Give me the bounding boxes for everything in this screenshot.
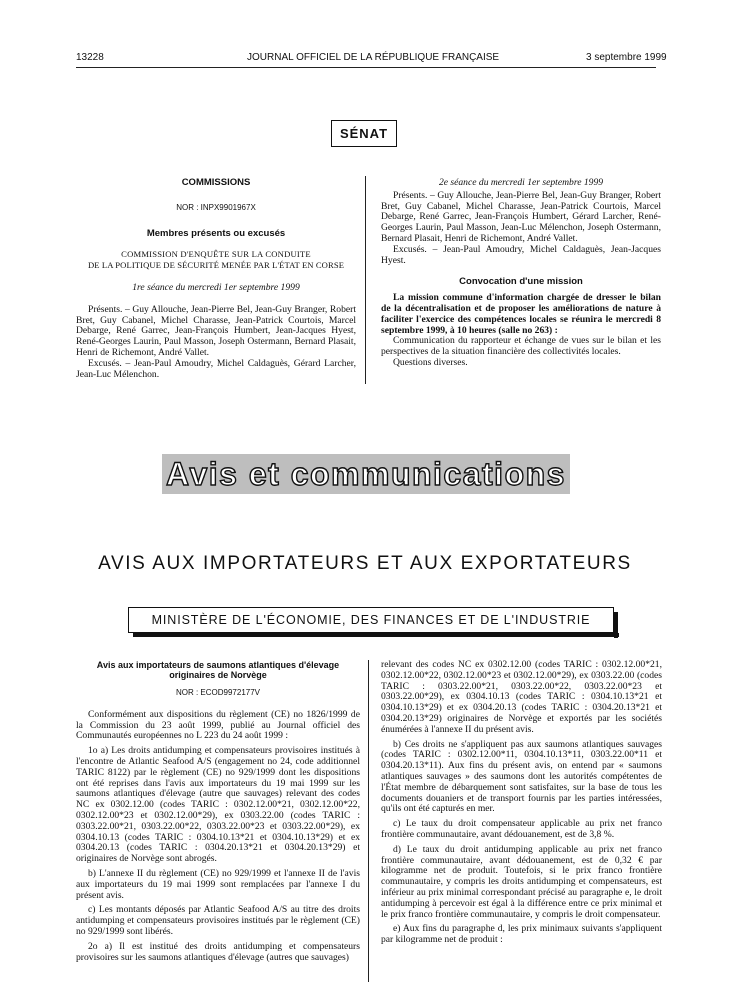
column-divider-top bbox=[365, 176, 366, 384]
notice-p1b: b) L'annexe II du règlement (CE) no 929/1999 et l'annexe II de l'avis aux importateurs du 19 mai 1999 sont remplacées par l'annexe I du présent avis. bbox=[76, 867, 360, 901]
commission-title-line1: COMMISSION D'ENQUÊTE SUR LA CONDUITE bbox=[121, 249, 311, 260]
section-title: AVIS AUX IMPORTATEURS ET AUX EXPORTATEURS bbox=[98, 553, 632, 574]
notice-p1c: c) Les montants déposés par Atlantic Seafood A/S au titre des droits antidumping et compensateurs provisoires institués par le règlement (CE) no 929/1999 sont libérés. bbox=[76, 904, 360, 937]
mission-questions: Questions diverses. bbox=[393, 356, 468, 368]
notice-p2d: d) Le taux du droit antidumping applicable au prix net franco frontière communautaire, avant dédouanement, est de 0,32 € par kilogramme net de produit. Toutefois, si le prix franco frontière communautaire, y compris les droits antidumping et compensateurs, est inférieur au prix minimal correspondant précisé au paragraphe e, le droit antidumping à percevoir est égal à la différence entre ce prix minimal et le prix franco frontière communautaire, y compris le droit compensateur. bbox=[381, 843, 662, 920]
notice-p2e: e) Aux fins du paragraphe d, les prix minimaux suivants s'appliquent par kilogramme net de produit : bbox=[381, 923, 662, 946]
notice-p2c: c) Le taux du droit compensateur applicable au prix net franco frontière communautaire, avant dédouanement, est de 3,8 %. bbox=[381, 818, 662, 840]
mission-notice: La mission commune d'information chargée de dresser le bilan de la décentralisation et de proposer les améliorations de nature à faciliter l'exercice des compétences locales se réunira le mercredi 8 septembre 1999, à 10 heures (salle no 263) : bbox=[381, 292, 661, 336]
notice-title-line2: originaires de Norvège bbox=[169, 670, 267, 680]
excused-members: Excusés. – Jean-Paul Amoudry, Michel Caldaguès, Gérard Larcher, Jean-Luc Mélenchon. bbox=[76, 357, 356, 380]
commissions-heading: COMMISSIONS bbox=[181, 177, 251, 188]
notice-intro: Conformément aux dispositions du règlement (CE) no 1826/1999 de la Commission du 23 août 1999, publié au Journal officiel des Communautés européennes no L 223 du 24 août 1999 : bbox=[76, 708, 360, 742]
excused-members-2: Excusés. – Jean-Paul Amoudry, Michel Caldaguès, Jean-Jacques Hyest. bbox=[381, 243, 661, 266]
mission-communication: Communication du rapporteur et échange de vues sur le bilan et les perspectives de la situation financière des collectivités locales. bbox=[381, 335, 661, 358]
header-rule bbox=[76, 67, 656, 68]
journal-title: JOURNAL OFFICIEL DE LA RÉPUBLIQUE FRANÇAISE bbox=[247, 52, 500, 63]
notice-p2a-cont: relevant des codes NC ex 0302.12.00 (codes TARIC : 0302.12.00*21, 0302.12.00*22, 0302.12.00*23 et 0302.12.00*29), ex 0303.22.00 (codes TARIC : 0303.22.00*21, 0303.22.00*22, 0303.22.00*23 et 0303.22.00*29), ex 0304.10.13 (codes TARIC : 0304.10.13*21 et 0304.10.13*29) et ex 0304.20.13 (codes TARIC : 0304.20.13*21 et 0304.20.13*29) originaires de Norvège et exportés par les sociétés énumérées à l'annexe II du présent avis. bbox=[381, 659, 662, 735]
notice-p1a: 1o a) Les droits antidumping et compensateurs provisoires institués à l'encontre de Atlantic Seafood A/S (engagement no 24, code additionnel TARIC 8122) par le règlement (CE) no 929/1999 dont les dispositions ont été reprises dans l'avis aux importateurs du 19 mai 1999 sur les saumons atlantiques d'élevage (autre que sauvages) relevant des codes NC ex 0302.12.00 (codes TARIC : 0302.12.00*21, 0302.12.00*22, 0302.12.00*23 et 0302.12.00*29), ex 0303.22.00 (codes TARIC : 0303.22.00*21, 0303.22.00*22, 0303.22.00*23 et 0303.22.00*29), ex 0304.10.13 (codes TARIC : 0304.10.13*21 et 0304.10.13*29) et ex 0304.20.13 (codes TARIC : 0304.20.13*21 et 0304.20.13*29) et originaires de Norvège sont abrogés. bbox=[76, 745, 360, 865]
second-session: 2e séance du mercredi 1er septembre 1999 bbox=[438, 177, 604, 188]
ministry-heading: MINISTÈRE DE L'ÉCONOMIE, DES FINANCES ET DE L'INDUSTRIE bbox=[128, 607, 614, 633]
present-members-2: Présents. – Guy Allouche, Jean-Pierre Bel, Jean-Guy Branger, Robert Bret, Guy Cabanel, Michel Charasse, Jean-Patrick Courtois, Marcel Debarge, René Garrec, Jean-François Humbert, Gérard Larcher, René-Georges Laurin, Paul Masson, Jean-Luc Mélenchon, Joseph Ostermann, Bernard Plasait, Henri de Richemont, André Vallet. bbox=[381, 189, 661, 244]
notice-p2b: b) Ces droits ne s'appliquent pas aux saumons atlantiques sauvages (codes TARIC : 0302.12.00*11, 0304.10.13*11, 0303.22.00*11 et 0304.20.13*11). Aux fins du présent avis, on entend par « saumons atlantiques sauvages » des saumons dont les autorités compétentes de l'État membre de débarquement sont satisfaites, sur la base de tous les documents douaniers et de transport fournis par les parties intéressées, qu'ils ont été capturés en mer. bbox=[381, 738, 662, 815]
left-top-column bbox=[76, 178, 356, 380]
present-members: Présents. – Guy Allouche, Jean-Pierre Bel, Jean-Guy Branger, Robert Bret, Guy Cabanel, Michel Charasse, Jean-Patrick Courtois, Marcel Debarge, René Garrec, Jean-François Humbert, Jean-Jacques Hyest, René-Georges Laurin, Paul Masson, Joseph Ostermann, Bernard Plasait, Henri de Richemont, André Vallet. bbox=[76, 303, 356, 358]
commission-title-line2: DE LA POLITIQUE DE SÉCURITÉ MENÉE PAR L'ÉTAT EN CORSE bbox=[87, 260, 345, 271]
banner-title: Avis et communications bbox=[166, 456, 566, 492]
left-bottom-column bbox=[76, 660, 360, 963]
page-number: 13228 bbox=[76, 52, 104, 63]
notice-nor-ref: NOR : ECOD9972177V bbox=[175, 688, 261, 697]
column-divider-bottom bbox=[368, 660, 369, 982]
notice-title-line1: Avis aux importateurs de saumons atlantiques d'élevage bbox=[96, 660, 340, 670]
issue-date: 3 septembre 1999 bbox=[586, 52, 667, 63]
notice-p2a: 2o a) Il est institué des droits antidumping et compensateurs provisoires sur les saumons atlantiques d'élevage (autres que sauvages) bbox=[76, 940, 360, 963]
senat-heading: SÉNAT bbox=[331, 120, 397, 147]
members-heading: Membres présents ou excusés bbox=[146, 227, 286, 239]
nor-ref: NOR : INPX9901967X bbox=[176, 202, 256, 212]
right-bottom-column bbox=[381, 660, 662, 946]
right-top-column bbox=[381, 178, 661, 369]
first-session: 1re séance du mercredi 1er septembre 1999 bbox=[132, 281, 300, 293]
convocation-heading: Convocation d'une mission bbox=[459, 276, 583, 288]
